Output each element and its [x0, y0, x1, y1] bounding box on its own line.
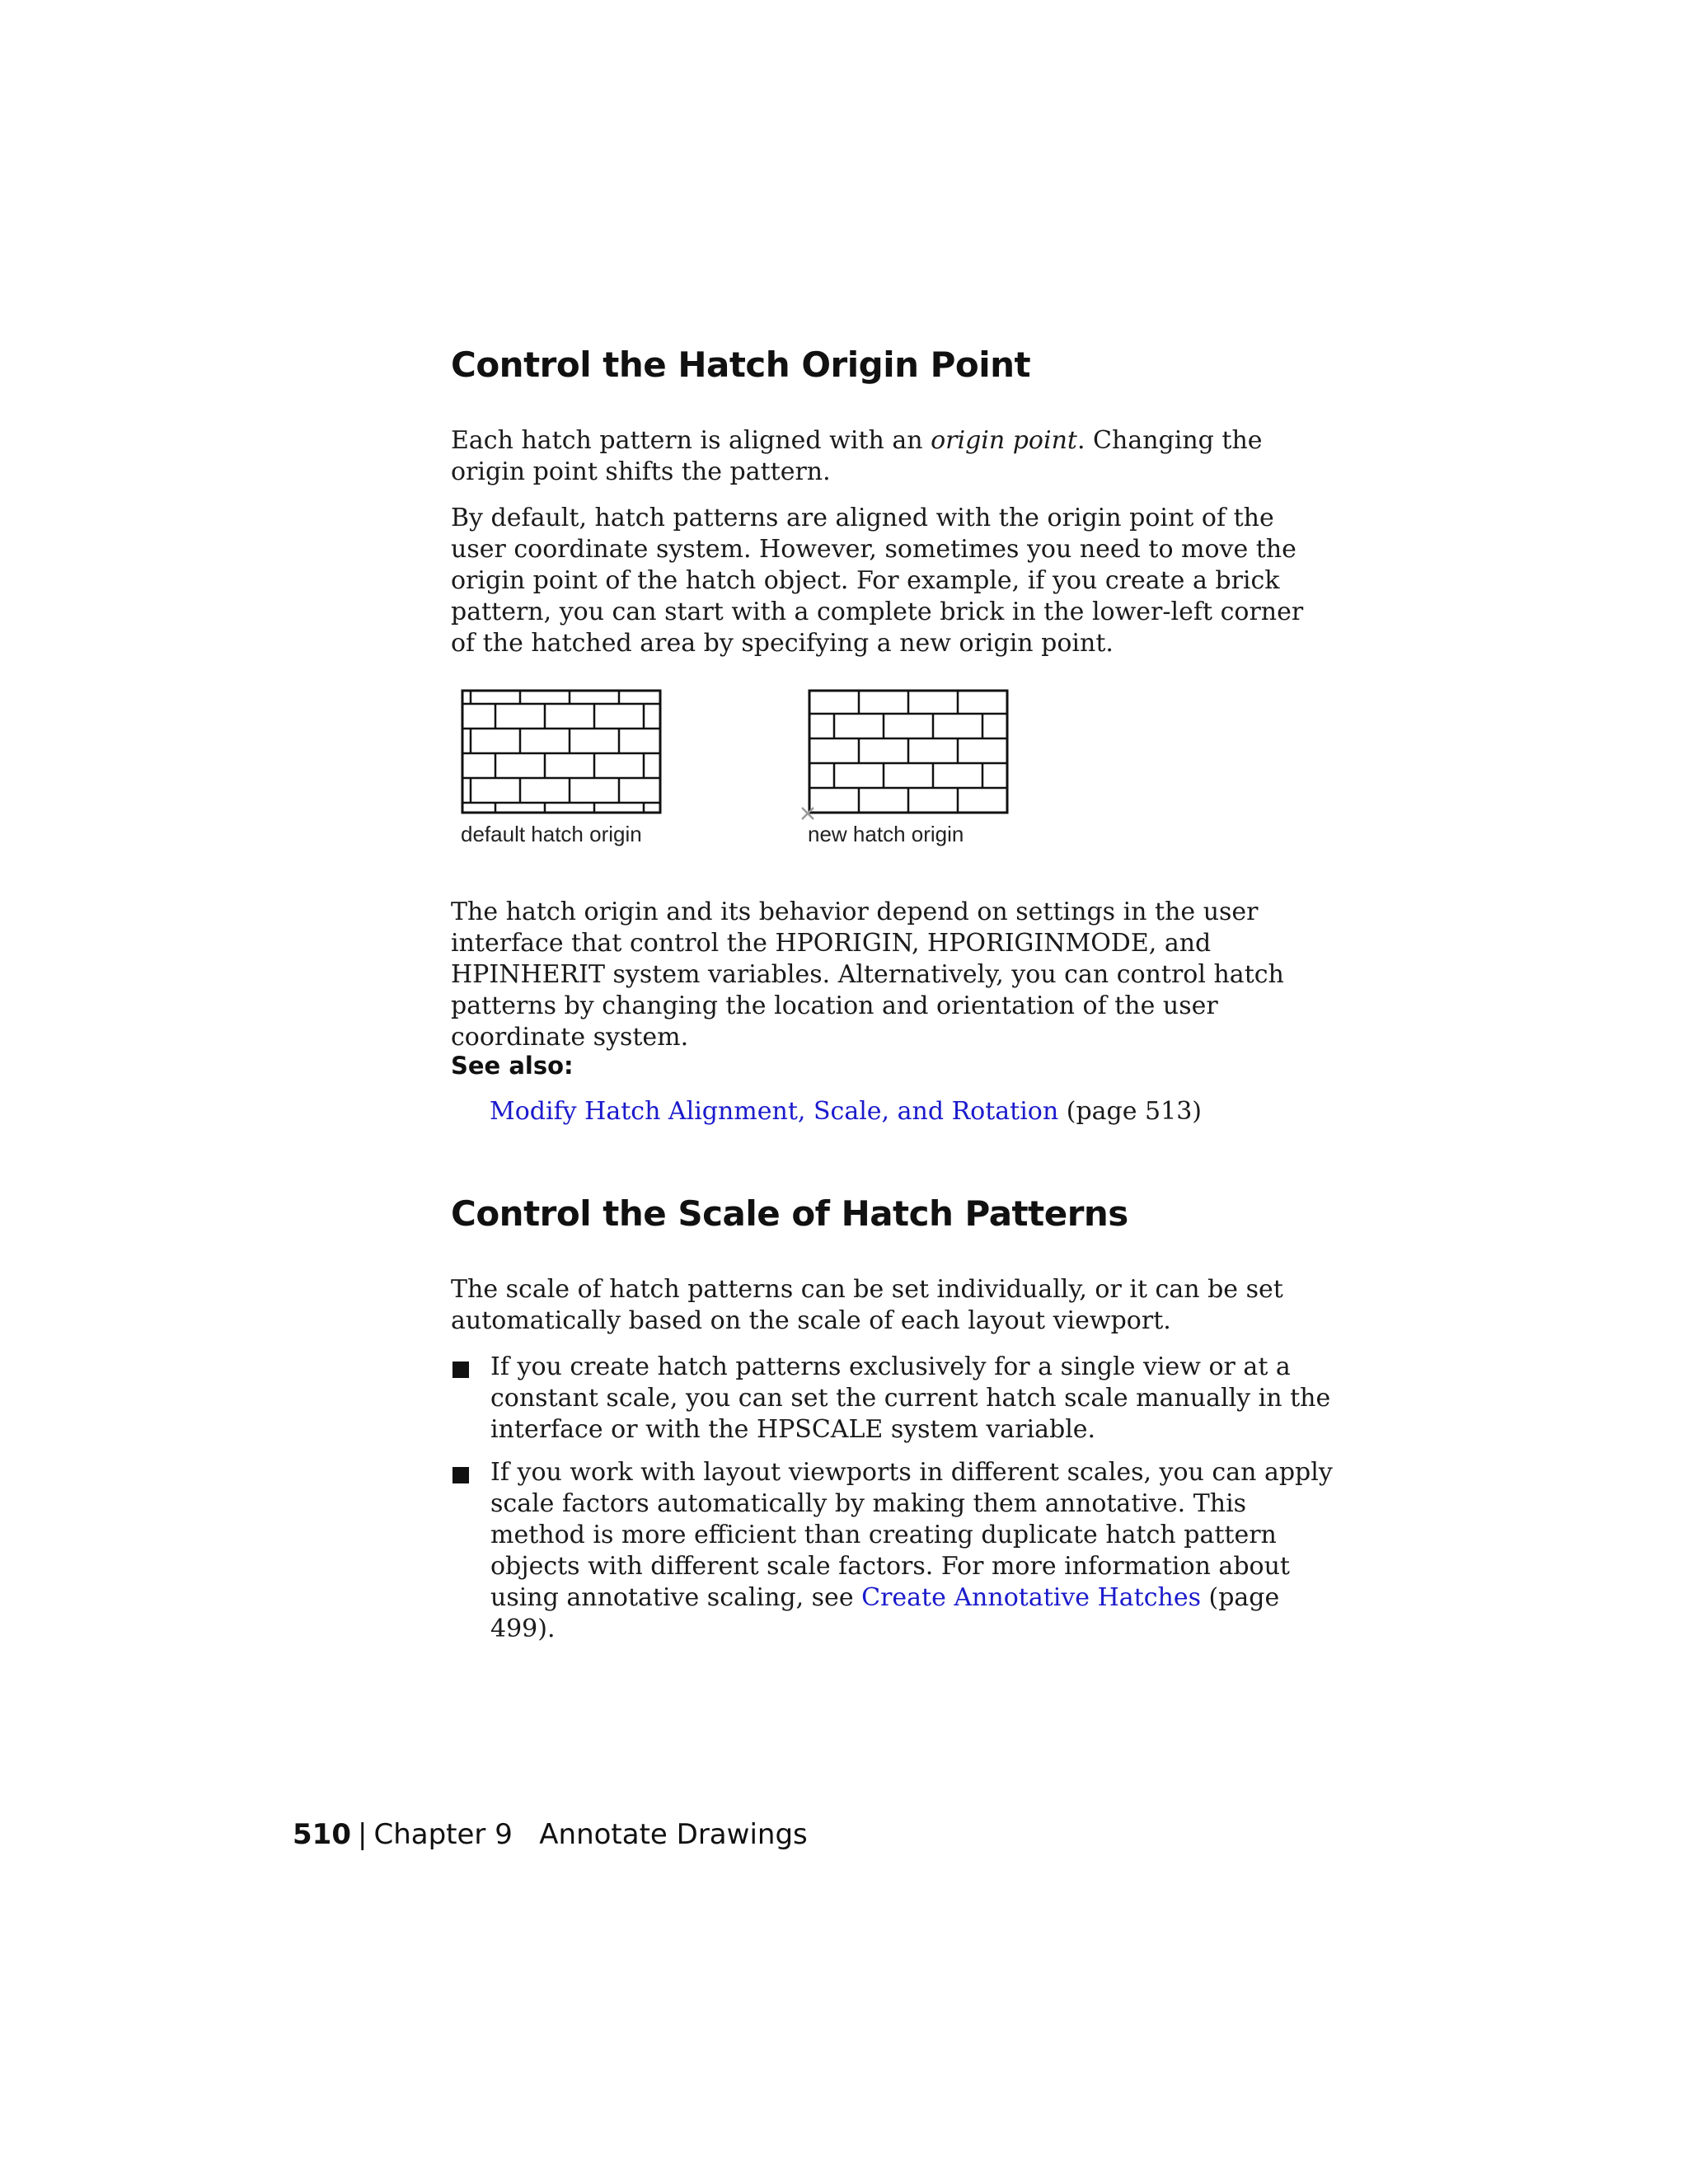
chapter-title: Annotate Drawings [539, 1818, 808, 1851]
text-run: If you work with layout viewports in different scales, you can apply scale factors automatically by making them annotative. This method is more efficient than creating duplicate hatch pattern objects with different scale factors. For more information about using annotative scaling, see [490, 1458, 1333, 1612]
chapter-label: Chapter 9 [373, 1818, 513, 1851]
paragraph-origin-intro [451, 425, 1333, 488]
footer-separator: | [357, 1818, 368, 1851]
list-item-text: If you create hatch patterns exclusively for a single view or at a constant scale, you can set the current hatch scale manually in the interface or with the HPSCALE system variable. [490, 1352, 1331, 1444]
emphasis-origin-point: origin point [931, 426, 1077, 455]
page-number: 510 [293, 1818, 351, 1851]
page-footer [293, 1818, 808, 1851]
see-also-label: See also: [451, 1052, 574, 1080]
list-item-text [490, 1457, 1333, 1645]
section-heading-hatch-scale: Control the Scale of Hatch Patterns [451, 1193, 1128, 1234]
section-heading-hatch-origin: Control the Hatch Origin Point [451, 344, 1031, 385]
link-modify-hatch-alignment[interactable]: Modify Hatch Alignment, Scale, and Rotation [490, 1097, 1059, 1126]
caption-new-hatch-origin: new hatch origin [808, 822, 964, 846]
link-create-annotative-hatches[interactable]: Create Annotative Hatches [861, 1583, 1201, 1612]
paragraph-default-alignment: By default, hatch patterns are aligned with the origin point of the user coordinate system. However, sometimes you need to move the origin point of the hatch object. For example, if you create a brick pattern, you can start with a complete brick in the lower-left corner of the hatched area by specifying a new origin point. [451, 504, 1304, 658]
bullet-square-icon [452, 1361, 469, 1378]
figure-new-hatch-origin [808, 689, 1009, 814]
paragraph-hatch-origin-settings: The hatch origin and its behavior depend on settings in the user interface that control the HPORIGIN, HPORIGINMODE, and HPINHERIT system variables. Alternatively, you can control hatch patterns by changing the location and orientation of the user coordinate system. [451, 898, 1284, 1052]
bullet-square-icon [452, 1467, 469, 1483]
paragraph-scale-intro: The scale of hatch patterns can be set individually, or it can be set automatically based on the scale of each layout viewport. [451, 1275, 1283, 1335]
text-run: Each hatch pattern is aligned with an [451, 426, 931, 455]
page-reference: (page 499). [490, 1583, 1280, 1643]
figure-default-hatch-origin [461, 689, 662, 814]
see-also-entry [490, 1096, 1333, 1127]
brick-pattern-new [808, 689, 1009, 814]
text-run: . Changing the origin point shifts the pattern. [451, 426, 1263, 486]
origin-marker-icon [800, 806, 815, 821]
brick-pattern-default [461, 689, 662, 814]
caption-default-hatch-origin: default hatch origin [461, 822, 642, 846]
page-reference: (page 513) [1058, 1097, 1202, 1126]
